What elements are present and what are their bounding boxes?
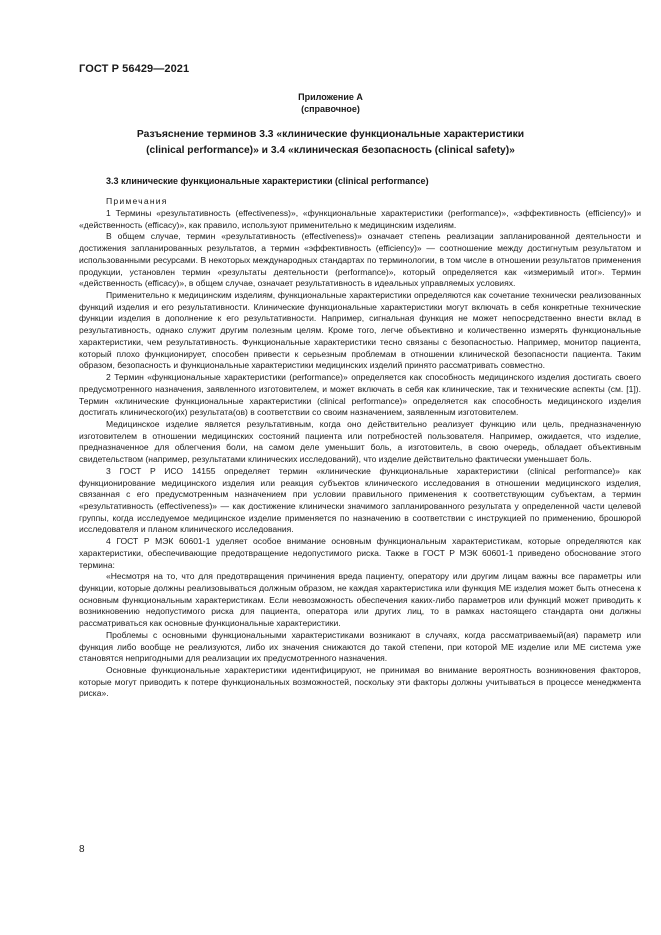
- document-header: ГОСТ Р 56429—2021: [79, 63, 190, 75]
- annex-title-line-1: Разъяснение терминов 3.3 «клинические функциональные характеристики: [136, 129, 525, 140]
- page-number: 8: [79, 844, 85, 855]
- paragraph: 1 Термины «результативность (effectiveness)», «функциональные характеристики (performance)», «эффективность (efficiency)» и «действенность (efficacy)», как правило, используют применительно к медицинским изделиям.: [79, 208, 641, 230]
- annex-label: Приложение А: [298, 92, 363, 102]
- annex-title-line-2: (clinical performance)» и 3.4 «клиническая безопасность (clinical safety)»: [146, 145, 515, 156]
- annex-type: (справочное): [301, 104, 360, 114]
- notes-body: [79, 208, 641, 700]
- paragraph: 4 ГОСТ Р МЭК 60601-1 уделяет особое внимание основным функциональным характеристикам, которые определяются как характеристики, обеспечивающие предотвращение недопустимого риска. Также в ГОСТ Р МЭК 60601-1 приведено обоснование этого термина:: [79, 536, 641, 570]
- section-heading: 3.3 клинические функциональные характеристики (clinical performance): [106, 176, 429, 186]
- paragraph: Применительно к медицинским изделиям, функциональные характеристики определяются как сочетание технически реализованных функций изделия и его результативности. Клинические функциональные характеристики могут включать в себя конкретные технические функции изделия в дополнение к его результативности. Например, сигнальная функция не может непосредственно внести вклад в результативность, однако служит другим полезным целям. Кроме того, легче объективно и количественно измерять функциональные характеристики, чем результативность. Функциональные характеристики тесно связаны с безопасностью. Например, монитор пациента, который плохо функционирует, способен привести к серьезным проблемам в отношении клинической безопасности пациента. Таким образом, безопасность и функциональные характеристики медицинских изделий принято рассматривать совместно.: [79, 290, 641, 371]
- paragraph: Основные функциональные характеристики идентифицируют, не принимая во внимание вероятность возникновения факторов, которые могут приводить к потере функциональных возможностей, поскольку эти факторы должны учитываться в процессе менеджмента риска».: [79, 665, 641, 699]
- paragraph: «Несмотря на то, что для предотвращения причинения вреда пациенту, оператору или другим лицам важны все параметры или функции, которые должны реализовываться должным образом, не каждая характеристика или функция МЕ изделия может быть отнесена к основным функциональным характеристикам. Если невозможность обеспечения каких-либо параметров или функций может приводить к возникновению недопустимого риска для пациента, оператора или других лиц, то в рамках настоящего стандарта они должны рассматриваться как основные функциональные характеристики.: [79, 571, 641, 629]
- paragraph: 3 ГОСТ Р ИСО 14155 определяет термин «клинические функциональные характеристики (clinical performance)» как функционирование медицинского изделия или реакция субъектов клинического исследования в отношении медицинского изделия, связанная с его предусмотренным назначением при условии правильного применения к соответствующим субъектам, а термин «результативность (effectiveness)» — как достижение клинически значимого запланированного результата у определенной части целевой группы, когда исследуемое медицинское изделие применяется по назначению в соответствии с инструкцией по применению, брошюрой исследователя и планом клинического исследования.: [79, 465, 641, 535]
- paragraph: Проблемы с основными функциональными характеристиками возникают в случаях, когда рассматриваемый(ая) параметр или функция либо вообще не реализуются, либо их значения снижаются до такой степени, при которой МЕ изделие или МЕ система уже становятся непригодными для реализации их предусмотренного назначения.: [79, 629, 641, 664]
- paragraph: В общем случае, термин «результативность (effectiveness)» означает степень реализации запланированной деятельности и достижения запланированных результатов, а термин «эффективность (efficiency)» — соотношение между достигнутым результатом и использованными ресурсами. В некоторых международных стандартах по терминологии, в том числе в отношении результатов применения продукции, установлен термин «результаты деятельности (performance)», который определяется как «измеримый итог». Термин «действенность (efficacy)», в общем случае, означает результативность в идеальных управляемых условиях.: [79, 231, 641, 289]
- paragraph: Медицинское изделие является результативным, когда оно действительно реализует функцию или цель, предназначенную изготовителем в отношении медицинских состояний пациента или потребностей пользователя. Например, ожидается, что изделие, предназначенное для облегчения боли, на самом деле уменьшит боль, а изготовитель, в свою очередь, обладает объективным свидетельством (например, результатами клинических исследований), что изделие действительно фактически уменьшает боль.: [79, 418, 641, 465]
- paragraph: 2 Термин «функциональные характеристики (performance)» определяется как способность медицинского изделия достигать своего предусмотренного назначения, заявленного изготовителем, и может включать в себя как клинические, так и технические аспекты (см. [1]). Термин «клинические функциональные характеристики (clinical performance)» определяется как способность медицинского изделия достигать клинического(их) результата(ов) в соответствии со своим назначением, заявленным изготовителем.: [79, 372, 641, 418]
- notes-label: Примечания: [106, 196, 168, 206]
